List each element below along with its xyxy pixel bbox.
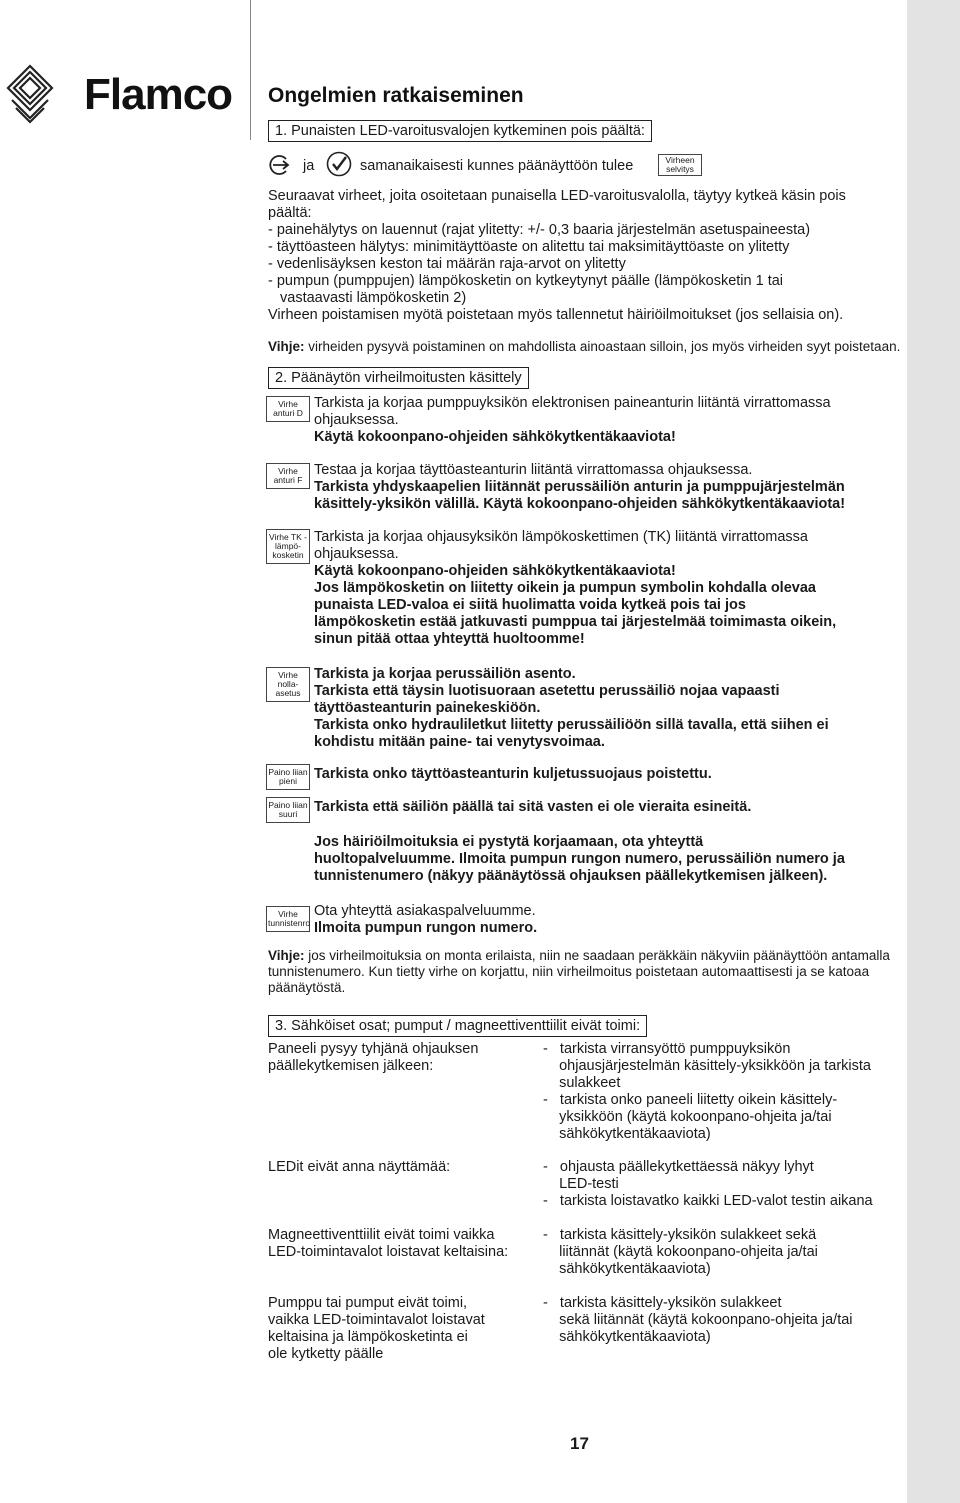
error-code-box: Virhe anturi F bbox=[266, 463, 310, 489]
action-line: sähkökytkentäkaaviota) bbox=[543, 1126, 711, 1142]
section2-tip-line bbox=[268, 948, 890, 964]
header-divider bbox=[250, 0, 251, 140]
action-line: - tarkista käsittely-yksikön sulakkeet bbox=[543, 1295, 782, 1311]
ident-line: Ilmoita pumpun rungon numero. bbox=[314, 920, 538, 936]
error-line: sinun pitää ottaa yhteyttä huoltoomme! bbox=[314, 631, 585, 647]
action-line: - ohjausta päällekytkettäessä näkyy lyhyt bbox=[543, 1159, 814, 1175]
section1-line: - painehälytys on lauennut (rajat ylitetty: +/- 0,3 baaria järjestelmän asetuspaineesta) bbox=[268, 222, 811, 238]
error-line: lämpökosketin estää jatkuvasti pumppua tai järjestelmää toimimasta oikein, bbox=[314, 614, 837, 630]
error-line: Tarkista että säiliön päällä tai sitä vasten ei ole vieraita esineitä. bbox=[314, 799, 752, 815]
error-line: Jos lämpökosketin on liitetty oikein ja pumpun symbolin kohdalla olevaa bbox=[314, 580, 816, 596]
section1-line: - täyttöasteen hälytys: minimitäyttöaste on alitettu tai maksimitäyttöaste on ylitetty bbox=[268, 239, 790, 255]
error-code-box: Virhe anturi D bbox=[266, 396, 310, 422]
error-line: käsittely-yksikön välillä. Käytä kokoonpano-ohjeiden sähkökytkentäkaaviota! bbox=[314, 496, 846, 512]
section1-line: - pumpun (pumppujen) lämpökosketin on kytkeytynyt päälle (lämpökosketin 1 tai bbox=[268, 273, 784, 289]
action-line: - tarkista virransyöttö pumppuyksikön bbox=[543, 1041, 791, 1057]
condition-line: Magneettiventtiilit eivät toimi vaikka bbox=[268, 1227, 495, 1243]
tip-label: Vihje: bbox=[268, 339, 305, 354]
action-line: sähkökytkentäkaaviota) bbox=[543, 1329, 711, 1345]
contact-line: tunnistenumero (näkyy päänäytössä ohjauksen päällekytkemisen jälkeen). bbox=[314, 868, 828, 884]
action-line: - tarkista käsittely-yksikön sulakkeet sekä bbox=[543, 1227, 817, 1243]
tip-text: jos virheilmoituksia on monta erilaista, niin ne saadaan peräkkäin näkyviin päänäyttöön antamalla bbox=[304, 948, 890, 963]
check-circle-icon bbox=[326, 151, 352, 177]
section1-line: vastaavasti lämpökosketin 2) bbox=[280, 290, 467, 306]
section2-heading: 2. Päänäytön virheilmoitusten käsittely bbox=[268, 367, 529, 389]
page-number: 17 bbox=[570, 1434, 589, 1453]
condition-line: keltaisina ja lämpökosketinta ei bbox=[268, 1329, 468, 1345]
tip-text: virheiden pysyvä poistaminen on mahdollista ainoastaan silloin, jos myös virheiden syyt poistetaan. bbox=[304, 339, 901, 354]
error-code-box: Virhe tunnistenro bbox=[266, 906, 310, 932]
error-line: Käytä kokoonpano-ohjeiden sähkökytkentäkaaviota! bbox=[314, 563, 676, 579]
error-line: Tarkista että täysin luotisuoraan asetettu perussäiliö nojaa vapaasti bbox=[314, 683, 780, 699]
section1-line: Seuraavat virheet, joita osoitetaan punaisella LED-varoitusvalolla, täytyy kytkeä käsin pois bbox=[268, 188, 846, 204]
condition-line: päällekytkemisen jälkeen: bbox=[268, 1058, 434, 1074]
virheen-selvitys-badge: Virheen selvitys bbox=[658, 154, 702, 176]
error-code-box: Paino liian pieni bbox=[266, 764, 310, 790]
action-line: - tarkista onko paneeli liitetty oikein käsittely- bbox=[543, 1092, 838, 1108]
page-title: Ongelmien ratkaiseminen bbox=[268, 84, 524, 107]
error-line: punaista LED-valoa ei siitä huolimatta voida kytkeä pois tai jos bbox=[314, 597, 746, 613]
action-line: sekä liitännät (käytä kokoonpano-ohjeita ja/tai bbox=[543, 1312, 853, 1328]
section1-heading: 1. Punaisten LED-varoitusvalojen kytkeminen pois päältä: bbox=[268, 120, 652, 142]
section2-tip-line: tunnistenumero. Kun tietty virhe on korjattu, niin virheilmoitus poistetaan automaattisesti ja se katoaa bbox=[268, 964, 870, 979]
brand-name: Flamco bbox=[84, 70, 233, 119]
flamco-logo-icon bbox=[4, 62, 56, 130]
action-line: ohjausjärjestelmän käsittely-yksikköön ja tarkista bbox=[543, 1058, 871, 1074]
arrow-circle-icon bbox=[268, 153, 292, 177]
condition-line: LED-toimintavalot loistavat keltaisina: bbox=[268, 1244, 509, 1260]
error-code-box: Virhe TK - lämpö- kosketin bbox=[266, 529, 310, 564]
action-line: yksikköön (käytä kokoonpano-ohjeita ja/tai bbox=[543, 1109, 832, 1125]
error-line: ohjauksessa. bbox=[314, 412, 399, 428]
action-line: liitännät (käytä kokoonpano-ohjeita ja/tai bbox=[543, 1244, 818, 1260]
error-line: kohdistu mitään paine- tai venytysvoimaa. bbox=[314, 734, 605, 750]
page-edge-bar bbox=[907, 0, 960, 1503]
condition-line: Pumppu tai pumput eivät toimi, bbox=[268, 1295, 468, 1311]
section3-heading: 3. Sähköiset osat; pumput / magneettiventtiilit eivät toimi: bbox=[268, 1015, 647, 1037]
error-line: Tarkista yhdyskaapelien liitännät perussäiliön anturin ja pumppujärjestelmän bbox=[314, 479, 845, 495]
error-line: ohjauksessa. bbox=[314, 546, 399, 562]
error-line: Testaa ja korjaa täyttöasteanturin liitäntä virrattomassa ohjauksessa. bbox=[314, 462, 753, 478]
condition-line: Paneeli pysyy tyhjänä ohjauksen bbox=[268, 1041, 479, 1057]
error-code-box: Virhe nolla- asetus bbox=[266, 667, 310, 702]
condition-line: vaikka LED-toimintavalot loistavat bbox=[268, 1312, 485, 1328]
contact-line: huoltopalveluumme. Ilmoita pumpun rungon numero, perussäiliön numero ja bbox=[314, 851, 845, 867]
condition-line: ole kytketty päälle bbox=[268, 1346, 384, 1362]
ident-line: Ota yhteyttä asiakaspalveluumme. bbox=[314, 903, 536, 919]
error-line: Tarkista onko hydrauliletkut liitetty perussäiliöön sillä tavalla, että siihen ei bbox=[314, 717, 829, 733]
contact-line: Jos häiriöilmoituksia ei pystytä korjaamaan, ota yhteyttä bbox=[314, 834, 704, 850]
error-line: täyttöasteanturin painekeskiöön. bbox=[314, 700, 541, 716]
error-line: Tarkista ja korjaa perussäiliön asento. bbox=[314, 666, 576, 682]
simultaneous-text: samanaikaisesti kunnes päänäyttöön tulee bbox=[360, 158, 634, 174]
action-line: sähkökytkentäkaaviota) bbox=[543, 1261, 711, 1277]
section1-line: päältä: bbox=[268, 205, 312, 221]
section1-line: - vedenlisäyksen keston tai määrän raja-arvot on ylitetty bbox=[268, 256, 626, 272]
action-line: LED-testi bbox=[543, 1176, 619, 1192]
ja-text: ja bbox=[303, 158, 315, 174]
condition-line: LEDit eivät anna näyttämää: bbox=[268, 1159, 451, 1175]
error-line: Tarkista ja korjaa pumppuyksikön elektronisen paineanturin liitäntä virrattomassa bbox=[314, 395, 831, 411]
error-code-box: Paino liian suuri bbox=[266, 797, 310, 823]
error-line: Tarkista ja korjaa ohjausyksikön lämpökoskettimen (TK) liitäntä virrattomassa bbox=[314, 529, 808, 545]
tip-label: Vihje: bbox=[268, 948, 305, 963]
action-line: - tarkista loistavatko kaikki LED-valot testin aikana bbox=[543, 1193, 873, 1209]
section2-tip-line: päänäytöstä. bbox=[268, 980, 346, 995]
section1-line: Virheen poistamisen myötä poistetaan myös tallennetut häiriöilmoitukset (jos sellaisia on). bbox=[268, 307, 844, 323]
error-line: Käytä kokoonpano-ohjeiden sähkökytkentäkaaviota! bbox=[314, 429, 676, 445]
error-line: Tarkista onko täyttöasteanturin kuljetussuojaus poistettu. bbox=[314, 766, 712, 782]
section1-tip bbox=[268, 339, 900, 355]
action-line: sulakkeet bbox=[543, 1075, 621, 1091]
